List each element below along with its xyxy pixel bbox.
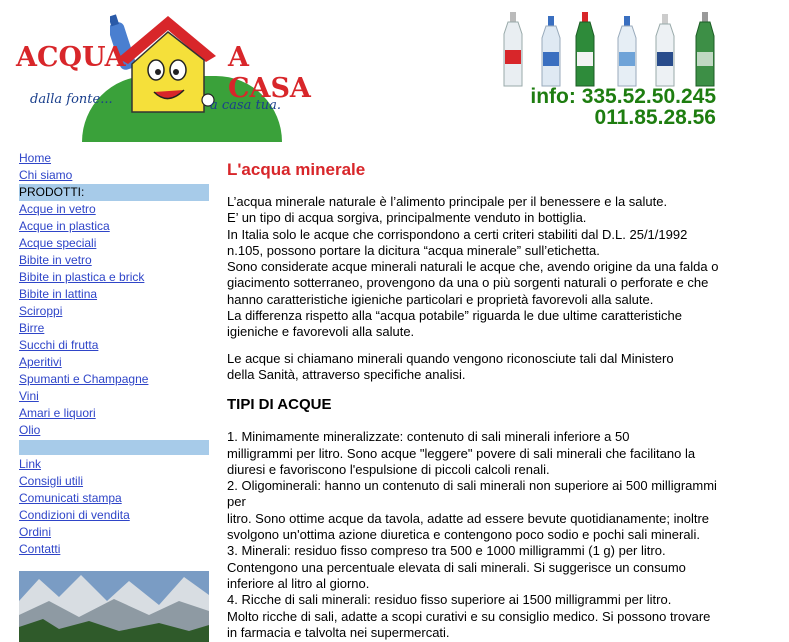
sidebar-item-ordini[interactable]: Ordini xyxy=(19,525,52,539)
logo-word-casa: A CASA xyxy=(228,42,311,104)
sidebar-item-succhi[interactable]: Succhi di frutta xyxy=(19,338,99,352)
bottle-icon xyxy=(616,12,638,88)
mountain-landscape-icon xyxy=(19,571,209,642)
text-line: in farmacia e talvolta nei supermercati. xyxy=(227,624,450,640)
text-line: L’acqua minerale naturale è l’alimento principale per il benessere e la salute. xyxy=(227,194,668,209)
intro-paragraph xyxy=(227,194,775,341)
contact-line-2: 011.85.28.56 xyxy=(594,106,716,129)
sidebar-item-bibite-lattina[interactable]: Bibite in lattina xyxy=(19,287,98,301)
bottle-icon xyxy=(694,12,716,88)
house-mascot-icon xyxy=(110,8,220,120)
sidebar-item-olio[interactable]: Olio xyxy=(19,423,41,437)
sidebar-item-bibite-plastica-brick[interactable]: Bibite in plastica e brick xyxy=(19,270,145,284)
text-line: litro. Sono ottime acque da tavola, adatte ad essere bevute quotidianamente; inoltre xyxy=(227,510,710,526)
text-line: giacimento sotterraneo, provengono da una o più sorgenti naturali o perforate e che xyxy=(227,275,709,291)
site-header xyxy=(0,0,789,142)
sidebar-item-acque-vetro[interactable]: Acque in vetro xyxy=(19,202,96,216)
sidebar-item-chi-siamo[interactable]: Chi siamo xyxy=(19,168,73,182)
logo-word-acqua: ACQUA xyxy=(16,42,126,73)
text-line: Sono considerate acque minerali naturali le acque che, avendo origine da una falda o xyxy=(227,259,719,275)
main-content xyxy=(227,160,775,641)
sidebar-item-condizioni[interactable]: Condizioni di vendita xyxy=(19,508,130,522)
text-line: svolgono un'ottima azione diuretica e contengono poco sodio e pochi sali minerali. xyxy=(227,527,700,543)
sidebar-item-vini[interactable]: Vini xyxy=(19,389,39,403)
sidebar-item-amari[interactable]: Amari e liquori xyxy=(19,406,96,420)
contact-line-1: info: 335.52.50.245 xyxy=(530,85,716,108)
section-heading: TIPI DI ACQUE xyxy=(227,396,332,414)
text-line: della Sanità, attraverso specifiche analisi. xyxy=(227,366,466,382)
text-line: 2. Oligominerali: hanno un contenuto di sali minerali non superiore ai 500 milligrammi xyxy=(227,478,717,494)
sidebar-item-consigli[interactable]: Consigli utili xyxy=(19,474,84,488)
text-line: per xyxy=(227,494,246,510)
sidebar-item-bibite-vetro[interactable]: Bibite in vetro xyxy=(19,253,92,267)
logo-tagline-right: a casa tua. xyxy=(210,98,281,113)
text-line: Contengono una percentuale elevata di sali minerali. Si suggerisce un consumo xyxy=(227,559,686,575)
bottle-icon xyxy=(654,12,676,88)
sidebar-item-contatti[interactable]: Contatti xyxy=(19,542,61,556)
text-line: E’ un tipo di acqua sorgiva, principalmente venduto in bottiglia. xyxy=(227,210,587,226)
sidebar-section-header: PRODOTTI: xyxy=(19,184,209,201)
logo-tagline-left: dalla fonte... xyxy=(30,92,113,107)
text-line: inferiore al litro al giorno. xyxy=(227,575,370,591)
sidebar-nav xyxy=(19,150,209,558)
sidebar-item-spumanti[interactable]: Spumanti e Champagne xyxy=(19,372,149,386)
bottles-image xyxy=(500,8,730,88)
text-line: hanno caratteristiche igieniche particolari e proprietà favorevoli alla salute. xyxy=(227,291,654,307)
sidebar-item-home[interactable]: Home xyxy=(19,151,52,165)
sidebar-item-birre[interactable]: Birre xyxy=(19,321,45,335)
text-line: diuresi e favoriscono l'espulsione di piccoli calcoli renali. xyxy=(227,461,550,477)
text-line: milligrammi per litro. Sono acque "leggere" povere di sali minerali che facilitano la xyxy=(227,445,696,461)
text-line: La differenza rispetto alla “acqua potabile” riguarda le due ultime caratteristiche xyxy=(227,308,683,324)
bottle-icon xyxy=(540,12,562,88)
ministry-paragraph xyxy=(227,351,775,384)
contact-phones xyxy=(530,86,716,128)
bottle-icon xyxy=(502,12,524,88)
text-line: Le acque si chiamano minerali quando vengono riconosciute tali dal Ministero xyxy=(227,350,674,366)
sidebar-item-sciroppi[interactable]: Sciroppi xyxy=(19,304,63,318)
sidebar-divider xyxy=(19,440,209,455)
text-line: igieniche e favorevoli alla salute. xyxy=(227,324,415,340)
bottle-icon xyxy=(574,12,596,88)
text-line: n.105, possono portare la dicitura “acqua minerale” sull’etichetta. xyxy=(227,242,600,258)
text-line: Molto ricche di sali, adatte a scopi curativi e su consiglio medico. Si possono trovare xyxy=(227,608,711,624)
text-line: 4. Ricche di sali minerali: residuo fisso superiore ai 1500 milligrammi per litro. xyxy=(227,592,672,608)
sidebar-item-acque-plastica[interactable]: Acque in plastica xyxy=(19,219,110,233)
sidebar-item-aperitivi[interactable]: Aperitivi xyxy=(19,355,62,369)
text-line: 3. Minerali: residuo fisso compreso tra 500 e 1000 milligrammi (1 g) per litro. xyxy=(227,543,666,559)
types-paragraph xyxy=(227,429,775,641)
sidebar-item-acque-speciali[interactable]: Acque speciali xyxy=(19,236,97,250)
site-logo[interactable] xyxy=(14,6,311,138)
page-title: L'acqua minerale xyxy=(227,160,366,179)
text-line: 1. Minimamente mineralizzate: contenuto di sali minerali inferiore a 50 xyxy=(227,429,630,445)
sidebar-item-link[interactable]: Link xyxy=(19,457,42,471)
mountain-photo xyxy=(19,571,209,642)
sidebar-item-comunicati[interactable]: Comunicati stampa xyxy=(19,491,122,505)
text-line: In Italia solo le acque che corrispondono a certi criteri stabiliti dal D.L. 25/1/1992 xyxy=(227,226,688,242)
